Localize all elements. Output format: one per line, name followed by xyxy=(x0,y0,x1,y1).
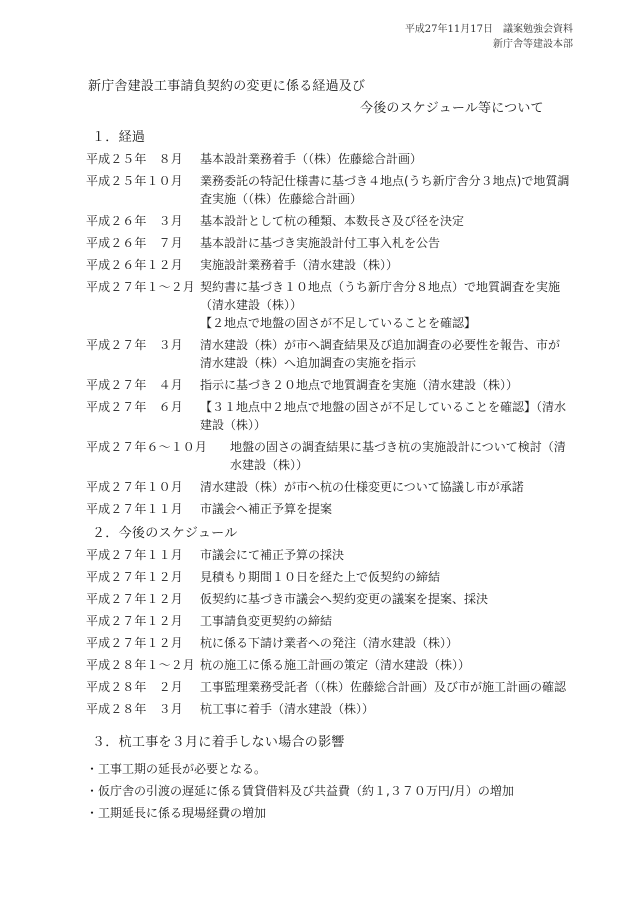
schedule-date: 平成２７年１１月 xyxy=(86,548,183,562)
history-item xyxy=(86,234,570,252)
schedule-item xyxy=(86,590,570,608)
schedule-date: 平成２８年１～２月 xyxy=(86,658,195,672)
schedule-date: 平成２８年 ２月 xyxy=(86,680,183,694)
history-date: 平成２６年 ７月 xyxy=(86,236,183,250)
impact-item: ・工事工期の延長が必要となる。 xyxy=(86,762,267,776)
history-text: 実施設計業務着手（清水建設（株）） xyxy=(200,258,399,272)
title-line-2: 今後のスケジュール等について xyxy=(360,101,544,116)
history-date: 平成２７年 ４月 xyxy=(86,378,183,392)
history-item xyxy=(86,438,570,474)
history-item xyxy=(86,398,570,434)
schedule-text: 仮契約に基づき市議会へ契約変更の議案を提案、採決 xyxy=(200,592,489,606)
schedule-date: 平成２７年１２月 xyxy=(86,614,183,628)
schedule-item xyxy=(86,568,570,586)
history-text xyxy=(200,278,570,332)
schedule-list xyxy=(86,546,570,722)
history-date: 平成２７年 ３月 xyxy=(86,338,183,352)
history-item xyxy=(86,172,570,208)
history-text: 指示に基づき２０地点で地質調査を実施（清水建設（株）） xyxy=(200,378,519,392)
schedule-text: 工事請負変更契約の締結 xyxy=(200,614,333,628)
department-line: 新庁舎等建設本部 xyxy=(493,39,573,50)
history-item xyxy=(86,500,570,518)
document-title xyxy=(88,76,558,120)
section-3-heading: ３．杭工事を３月に着手しない場合の影響 xyxy=(92,735,345,750)
history-item xyxy=(86,278,570,332)
schedule-item xyxy=(86,612,570,630)
history-text: 清水建設（株）が市へ調査結果及び追加調査の必要性を報告、市が清水建設（株）へ追加調査の実施を指示 xyxy=(200,338,561,370)
schedule-text: 工事監理業務受託者（（株）佐藤総合計画）及び市が施工計画の確認 xyxy=(200,680,567,694)
schedule-item xyxy=(86,546,570,564)
schedule-item xyxy=(86,634,570,652)
history-text: 基本設計業務着手（（株）佐藤総合計画） xyxy=(200,152,423,166)
schedule-text: 杭に係る下請け業者への発注（清水建設（株）） xyxy=(200,636,459,650)
history-list xyxy=(86,150,570,522)
history-item xyxy=(86,376,570,394)
history-item xyxy=(86,478,570,496)
history-item xyxy=(86,256,570,274)
schedule-text: 見積もり期間１０日を経た上で仮契約の締結 xyxy=(200,570,441,584)
history-item xyxy=(86,336,570,372)
impact-list xyxy=(86,760,566,826)
impact-item: ・仮庁舎の引渡の遅延に係る賃貸借料及び共益費（約１,３７０万円/月）の増加 xyxy=(86,784,514,798)
history-text: 地盤の固さの調査結果に基づき杭の実施設計について検討（清水建設（株）） xyxy=(230,440,566,472)
history-date: 平成２５年 ８月 xyxy=(86,152,183,166)
history-text: 清水建設（株）が市へ杭の仕様変更について協議し市が承諾 xyxy=(200,480,524,494)
schedule-date: 平成２７年１２月 xyxy=(86,636,183,650)
history-date: 平成２７年１０月 xyxy=(86,480,183,494)
history-date: 平成２７年１１月 xyxy=(86,502,183,516)
history-date: 平成２６年 ３月 xyxy=(86,214,183,228)
history-item xyxy=(86,212,570,230)
schedule-date: 平成２７年１２月 xyxy=(86,592,183,606)
schedule-text: 市議会にて補正予算の採決 xyxy=(200,548,345,562)
history-item xyxy=(86,150,570,168)
section-2-heading: ２．今後のスケジュール xyxy=(92,526,238,541)
meeting-date-line: 平成27年11月17日 議案勉強会資料 xyxy=(404,24,573,35)
history-text: 【３１地点中２地点で地盤の固さが不足していることを確認】（清水建設（株）） xyxy=(200,400,567,432)
history-date: 平成２７年１～２月 xyxy=(86,280,195,294)
history-text-main: 契約書に基づき１０地点（うち新庁舎分８地点）で地質調査を実施（清水建設（株）） xyxy=(200,280,561,312)
history-date: 平成２７年６～１０月 xyxy=(86,440,208,454)
document-header-meta xyxy=(405,22,573,52)
history-note: 【２地点で地盤の固さが不足していることを確認】 xyxy=(200,316,477,330)
impact-item: ・工期延長に係る現場経費の増加 xyxy=(86,806,267,820)
history-text: 市議会へ補正予算を提案 xyxy=(200,502,333,516)
section-1-heading: １．経過 xyxy=(92,130,146,145)
history-date: 平成２６年１２月 xyxy=(86,258,183,272)
schedule-item xyxy=(86,656,570,674)
history-date: 平成２５年１０月 xyxy=(86,174,183,188)
schedule-item xyxy=(86,678,570,696)
schedule-text: 杭工事に着手（清水建設（株）） xyxy=(200,702,375,716)
schedule-date: 平成２７年１２月 xyxy=(86,570,183,584)
schedule-date: 平成２８年 ３月 xyxy=(86,702,183,716)
schedule-text: 杭の施工に係る施工計画の策定（清水建設（株）） xyxy=(200,658,471,672)
history-text: 基本設計に基づき実施設計付工事入札を公告 xyxy=(200,236,441,250)
history-date: 平成２７年 ６月 xyxy=(86,400,183,414)
title-line-1: 新庁舎建設工事請負契約の変更に係る経過及び xyxy=(88,79,366,94)
schedule-item xyxy=(86,700,570,718)
history-text: 基本設計として杭の種類、本数長さ及び径を決定 xyxy=(200,214,465,228)
history-text: 業務委託の特記仕様書に基づき４地点(うち新庁舎分３地点)で地質調査実施（（株）佐藤総合計画） xyxy=(200,174,570,206)
